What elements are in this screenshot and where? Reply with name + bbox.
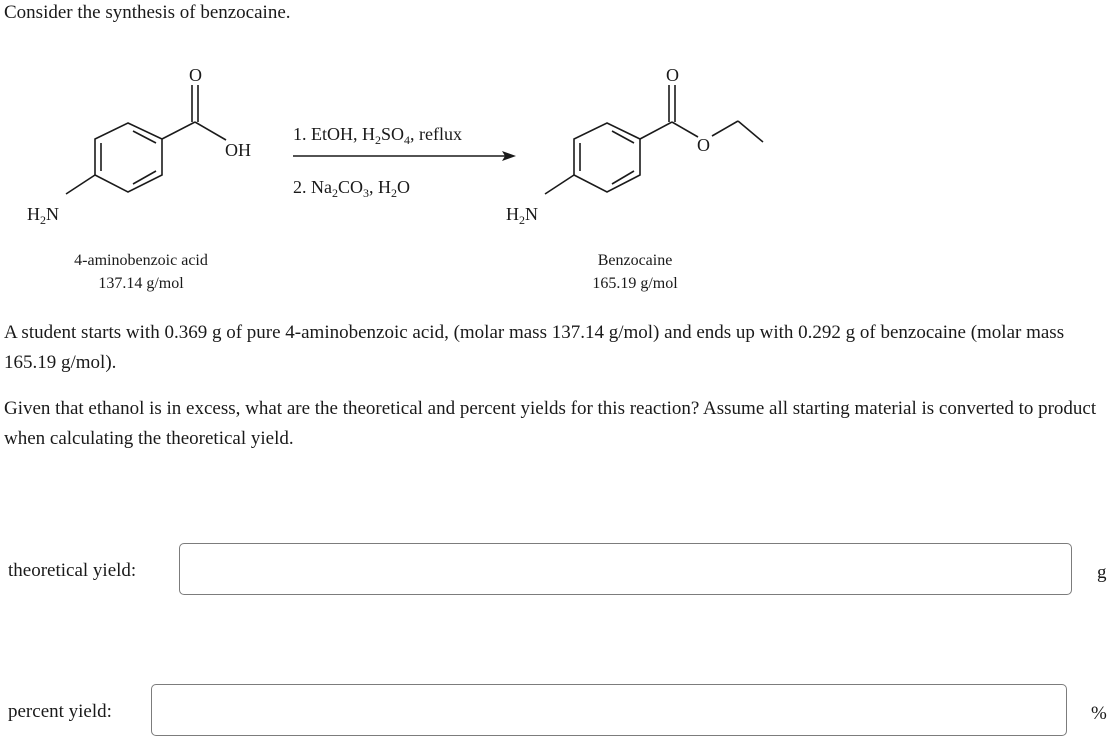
theoretical-yield-input[interactable] (179, 543, 1072, 595)
question-paragraph-1: A student starts with 0.369 g of pure 4-aminobenzoic acid, (molar mass 137.14 g/mol) and ends up with 0.292 g of benzocaine (molar mass 165.19 g/mol). (4, 322, 1065, 373)
product-carbonyl-o: O (666, 65, 679, 85)
reaction-arrow (293, 151, 516, 161)
reactant-amine: $H_2N$ (27, 204, 59, 227)
reactant-structure (66, 85, 226, 194)
reactant-hydroxyl: OH (225, 140, 251, 160)
reactant-name: 4-aminobenzoic acid (74, 252, 208, 269)
percent-yield-label: percent yield: (8, 701, 112, 722)
intro-text: Consider the synthesis of benzocaine. (4, 2, 291, 23)
reaction-scheme (0, 50, 800, 300)
condition-step-2: 2. $Na_2CO_3$, $H_2O$ (293, 177, 411, 200)
condition-step-1: 1. EtOH, $H_2SO_4$, reflux (293, 124, 462, 147)
product-structure (545, 85, 763, 194)
percent-yield-input[interactable] (151, 684, 1067, 736)
theoretical-yield-unit: g (1097, 562, 1107, 583)
product-amine: $H_2N$ (506, 204, 538, 227)
product-molar-mass: 165.19 g/mol (592, 275, 678, 292)
reactant-carbonyl-o: O (189, 65, 202, 85)
percent-yield-unit: % (1091, 703, 1107, 724)
question-paragraph-2: Given that ethanol is in excess, what are the theoretical and percent yields for this reaction? Assume all starting material is converted to product when calculating the theoretical yield. (4, 398, 1097, 449)
product-name: Benzocaine (597, 252, 673, 269)
theoretical-yield-label: theoretical yield: (8, 560, 137, 581)
reactant-molar-mass: 137.14 g/mol (98, 275, 184, 292)
product-ester-o: O (697, 135, 710, 155)
